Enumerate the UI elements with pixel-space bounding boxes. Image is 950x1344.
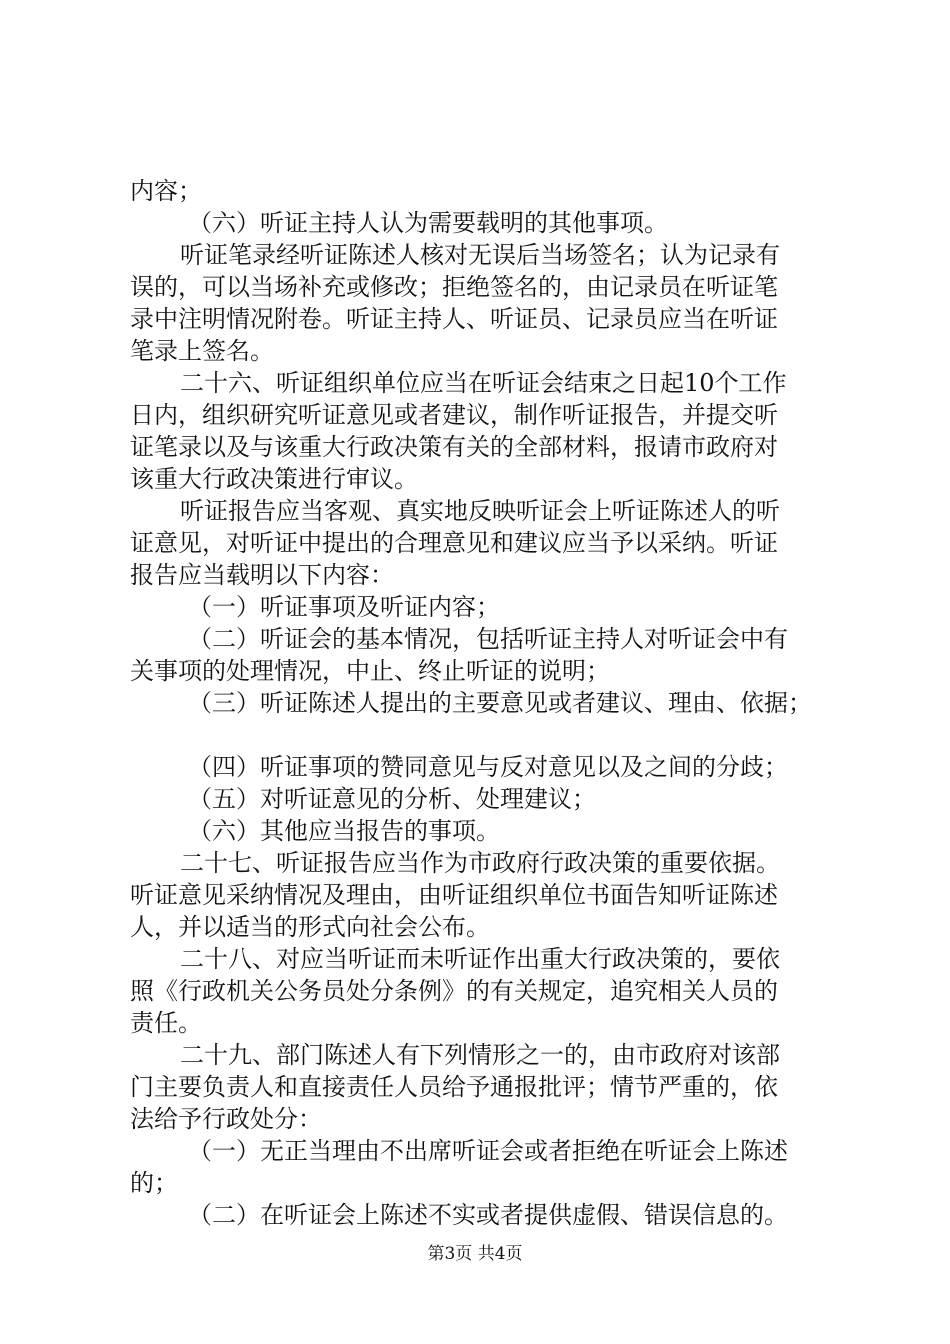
text-line: 日内，组织研究听证意见或者建议，制作听证报告，并提交听 [130,401,778,429]
page-number-footer: 第3页 共4页 [427,1244,523,1264]
text-line: 误的，可以当场补充或修改；拒绝签名的，由记录员在听证笔 [130,273,778,301]
text-line: 笔录上签名。 [130,337,274,365]
text-line: 该重大行政决策进行审议。 [130,465,418,493]
text-line: 二十八、对应当听证而未听证作出重大行政决策的，要依 [180,945,780,973]
text-line: 证笔录以及与该重大行政决策有关的全部材料，报请市政府对 [130,433,778,461]
text-line: （五）对听证意见的分析、处理建议； [188,785,596,813]
text-line: 二十九、部门陈述人有下列情形之一的，由市政府对该部 [180,1041,780,1069]
text-line: 听证笔录经听证陈述人核对无误后当场签名；认为记录有 [180,241,780,269]
text-line: 照《行政机关公务员处分条例》的有关规定，追究相关人员的 [130,977,778,1005]
text-line: 关事项的处理情况，中止、终止听证的说明； [130,657,610,685]
text-line: 的； [130,1169,178,1197]
text-line: 报告应当载明以下内容： [130,561,394,589]
text-line: （一）无正当理由不出席听证会或者拒绝在听证会上陈述 [188,1137,788,1165]
text-line: 二十七、听证报告应当作为市政府行政决策的重要依据。 [180,849,780,877]
text-line: 听证意见采纳情况及理由，由听证组织单位书面告知听证陈述 [130,881,778,909]
text-line: 二十六、听证组织单位应当在听证会结束之日起10个工作 [180,369,787,397]
text-line: 听证报告应当客观、真实地反映听证会上听证陈述人的听 [180,497,780,525]
text-line: （四）听证事项的赞同意见与反对意见以及之间的分歧； [188,753,788,781]
text-line: 录中注明情况附卷。听证主持人、听证员、记录员应当在听证 [130,305,778,333]
text-line: （六）听证主持人认为需要载明的其他事项。 [188,209,668,237]
text-line: （一）听证事项及听证内容； [188,593,500,621]
text-line: 责任。 [130,1009,202,1037]
text-line: 人，并以适当的形式向社会公布。 [130,913,490,941]
text-line: （三）听证陈述人提出的主要意见或者建议、理由、依据； [188,689,812,717]
text-line: 门主要负责人和直接责任人员给予通报批评；情节严重的，依 [130,1073,778,1101]
text-line: 证意见，对听证中提出的合理意见和建议应当予以采纳。听证 [130,529,778,557]
text-line: 法给予行政处分： [130,1105,322,1133]
text-line: （六）其他应当报告的事项。 [188,817,500,845]
text-line: （二）听证会的基本情况，包括听证主持人对听证会中有 [188,625,788,653]
text-line: （二）在听证会上陈述不实或者提供虚假、错误信息的。 [188,1201,788,1229]
text-line: 内容； [130,177,202,205]
